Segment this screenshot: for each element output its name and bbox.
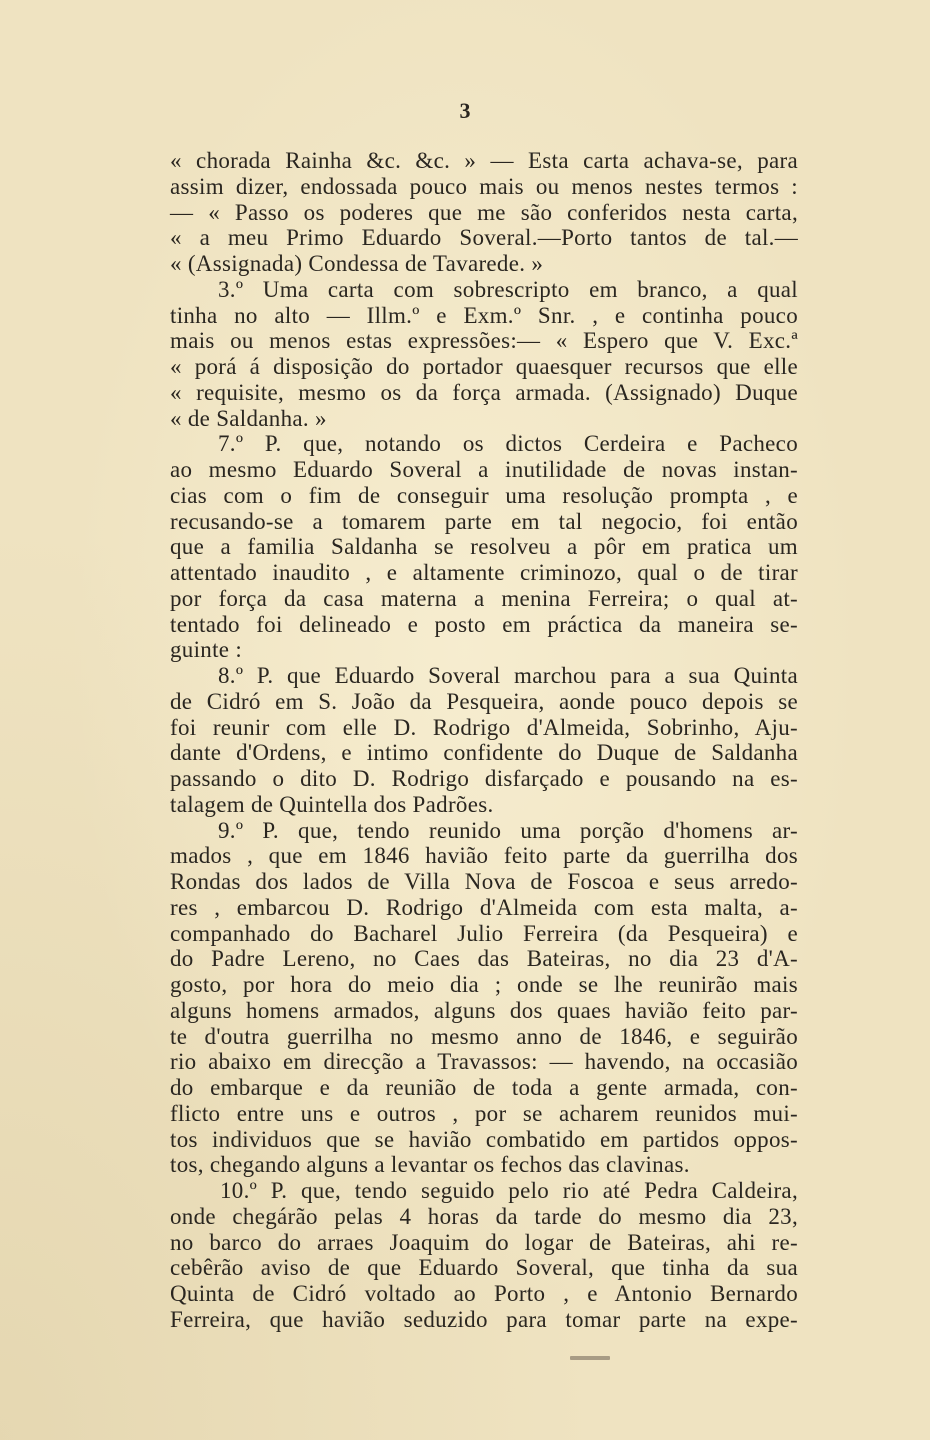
printer-mark [570,1356,610,1360]
text-line: mais ou menos estas expressões:— « Espero que V. Exc.ª [170,328,798,354]
text-line: guinte : [170,637,243,663]
text-line: recusando-se a tomarem parte em tal negocio, foi então [170,508,798,534]
text-line: Quinta de Cidró voltado ao Porto , e Antonio Bernardo [170,1281,798,1306]
text-line: companhado do Bacharel Julio Ferreira (da Pesqueira) e [170,920,798,946]
text-line: tos individuos que se havião combatido em partidos oppos- [170,1126,798,1152]
text-line: tinha no alto — Illm.º e Exm.º Snr. , e continha pouco [170,302,798,328]
text-line: 3.º Uma carta com sobrescripto em branco, a qual [218,276,798,302]
text-line: passando o dito D. Rodrigo disfarçado e pousando na es- [170,766,798,791]
text-line: tentado foi delineado e posto em práctica da maneira se- [170,611,798,637]
text-line: « chorada Rainha &c. &c. » — Esta carta achava-se, para [170,148,798,173]
text-line: mados , que em 1846 havião feito parte da guerrilha dos [170,843,798,869]
text-line: que a familia Saldanha se resolveu a pôr em pratica um [170,534,798,560]
text-line: 9.º P. que, tendo reunido uma porção d'homens ar- [218,817,798,843]
text-line: « requisite, mesmo os da força armada. (Assignado) Duque [170,379,798,405]
text-line: attentado inaudito , e altamente criminozo, qual o de tirar [170,560,798,585]
page-number: 3 [459,98,471,123]
text-line: ao mesmo Eduardo Soveral a inutilidade de novas instan- [170,457,798,482]
text-line: 10.º P. que, tendo seguido pelo rio até Pedra Caldeira, [220,1178,798,1203]
text-line: por força da casa materna a menina Ferreira; o qual at- [170,585,798,611]
text-line: tos, chegando alguns a levantar os fechos das clavinas. [170,1152,690,1178]
text-line: Rondas dos lados de Villa Nova de Foscoa e seus arredo- [170,869,798,894]
text-line: rio abaixo em direcção a Travassos: — havendo, na occasião [170,1049,798,1075]
text-line: 7.º P. que, notando os dictos Cerdeira e Pacheco [218,431,798,457]
text-line: cebêrão aviso de que Eduardo Soveral, que tinha da sua [170,1255,798,1281]
text-line: res , embarcou D. Rodrigo d'Almeida com esta malta, a- [170,894,798,920]
text-line: assim dizer, endossada pouco mais ou menos nestes termos : [170,173,798,199]
text-line: alguns homens armados, alguns dos quaes havião feito par- [170,997,798,1023]
text-line: flicto entre uns e outros , por se acharem reunidos mui- [170,1100,798,1126]
text-line: do embarque e da reunião de toda a gente armada, con- [170,1075,798,1100]
text-line: no barco do arraes Joaquim do logar de Bateiras, ahi re- [170,1229,798,1255]
text-line: gosto, por hora do meio dia ; onde se lhe reunirão mais [170,972,798,997]
body-text [170,148,798,1333]
text-line: « de Saldanha. » [170,405,327,431]
text-line: talagem de Quintella dos Padrões. [170,791,494,817]
text-line: cias com o fim de conseguir uma resolução prompta , e [170,482,798,508]
text-line: Ferreira, que havião seduzido para tomar parte na expe- [170,1306,798,1332]
text-line: do Padre Lereno, no Caes das Bateiras, no dia 23 d'A- [170,946,798,972]
text-line: foi reunir com elle D. Rodrigo d'Almeida, Sobrinho, Aju- [170,714,798,740]
text-line: dante d'Ordens, e intimo confidente do Duque de Saldanha [170,740,798,766]
text-line: onde chegárão pelas 4 horas da tarde do mesmo dia 23, [170,1203,798,1229]
text-line: de Cidró em S. João da Pesqueira, aonde pouco depois se [170,688,798,714]
text-line: 8.º P. que Eduardo Soveral marchou para a sua Quinta [218,663,798,688]
text-line: — « Passo os poderes que me são conferidos nesta carta, [170,199,798,225]
text-line: « (Assignada) Condessa de Tavarede. » [170,251,544,276]
text-line: te d'outra guerrilha no mesmo anno de 1846, e seguirão [170,1023,798,1049]
text-line: « porá á disposição do portador quaesquer recursos que elle [170,354,798,379]
text-line: « a meu Primo Eduardo Soveral.—Porto tantos de tal.— [170,225,798,251]
